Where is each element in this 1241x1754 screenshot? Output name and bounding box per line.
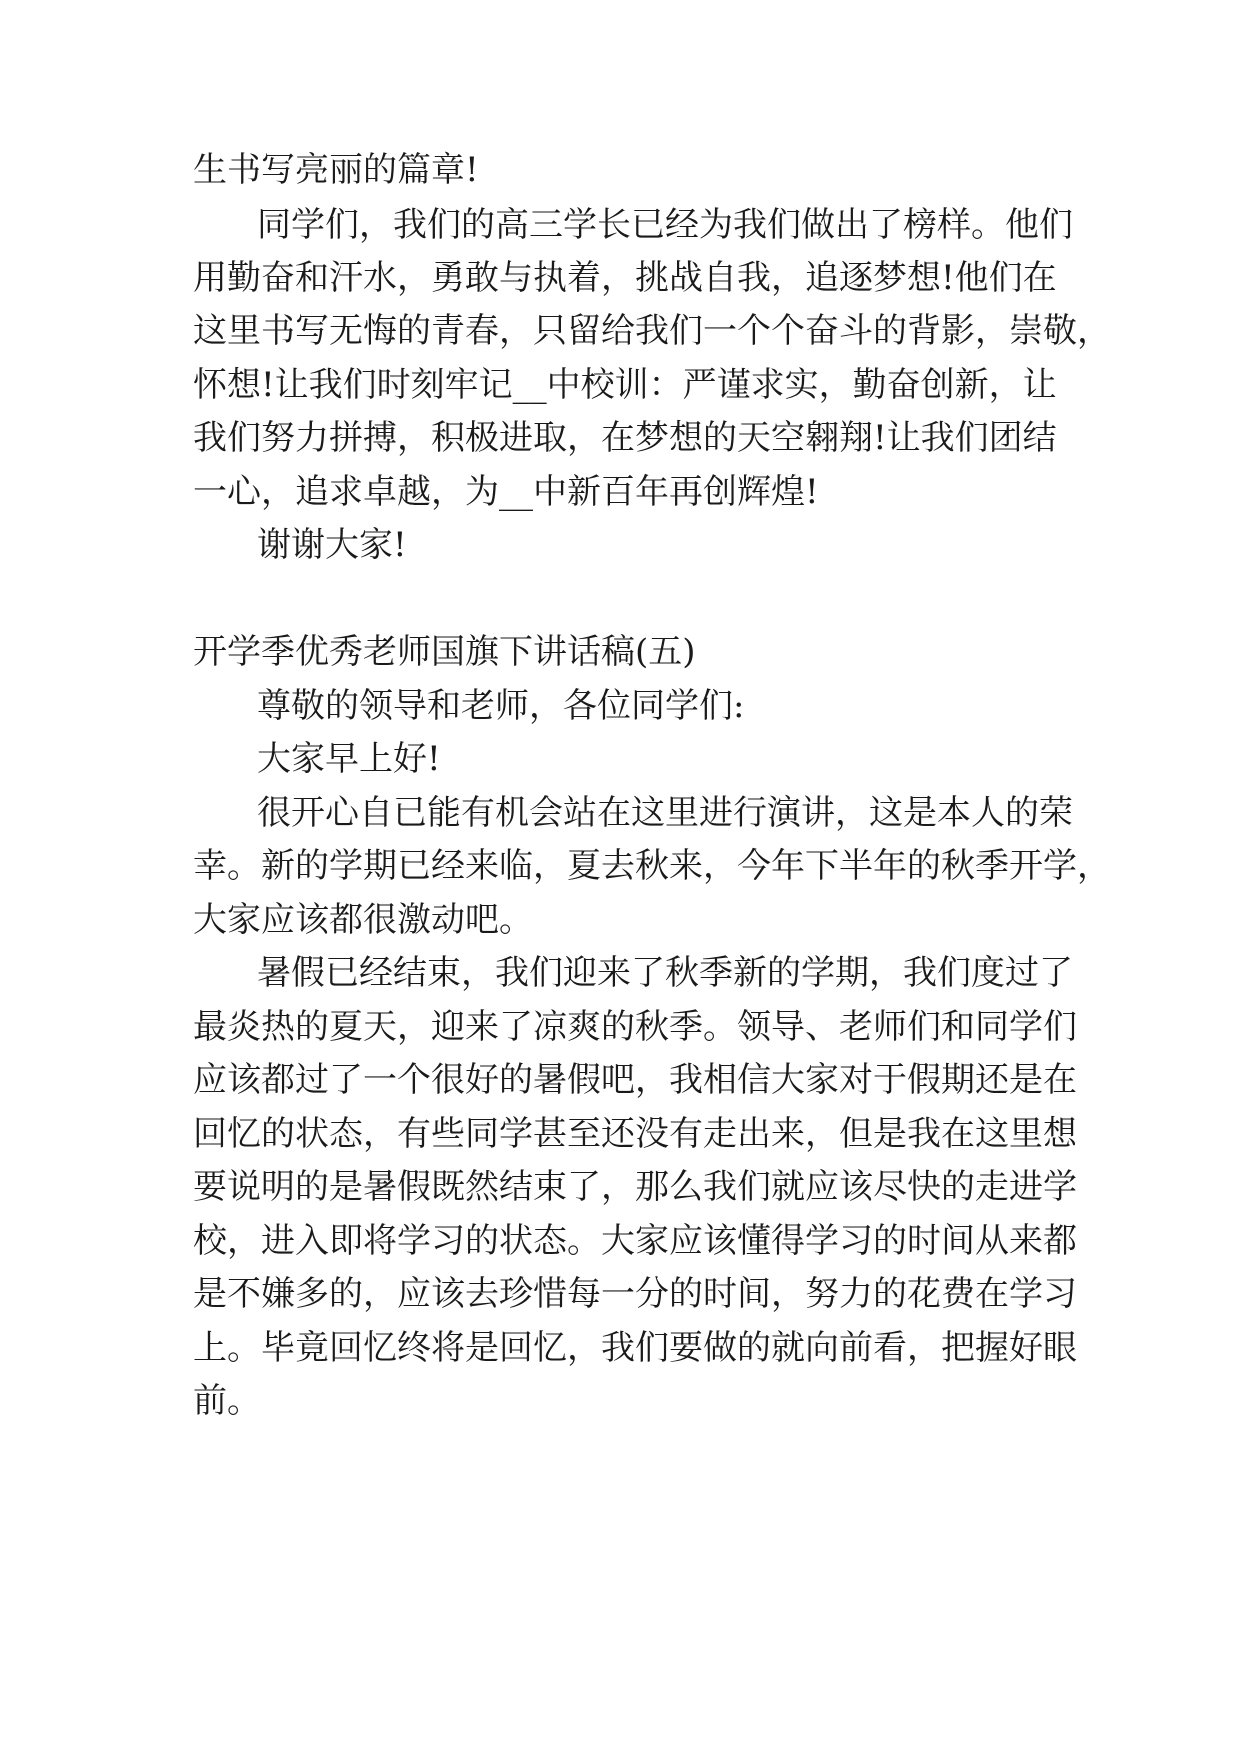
- text-line: 是不嫌多的，应该去珍惜每一分的时间，努力的花费在学习: [193, 1274, 1077, 1314]
- salutation: 尊敬的领导和老师，各位同学们:: [257, 686, 745, 726]
- text-line: 很开心自已能有机会站在这里进行演讲，这是本人的荣: [257, 793, 1073, 833]
- text-line: 要说明的是暑假既然结束了，那么我们就应该尽快的走进学: [193, 1167, 1077, 1207]
- section-title: 开学季优秀老师国旗下讲话稿(五): [193, 632, 696, 672]
- text-line: 用勤奋和汗水，勇敢与执着，挑战自我，追逐梦想!他们在: [193, 258, 1057, 298]
- text-line: 暑假已经结束，我们迎来了秋季新的学期，我们度过了: [257, 953, 1073, 993]
- text-line: 这里书写无悔的青春，只留给我们一个个奋斗的背影，崇敬，: [193, 311, 1111, 351]
- text-line: 幸。新的学期已经来临，夏去秋来，今年下半年的秋季开学，: [193, 846, 1111, 886]
- text-line: 回忆的状态，有些同学甚至还没有走出来，但是我在这里想: [193, 1114, 1077, 1154]
- text-line: 应该都过了一个很好的暑假吧，我相信大家对于假期还是在: [193, 1060, 1077, 1100]
- text-line: 我们努力拼搏，积极进取，在梦想的天空翱翔!让我们团结: [193, 418, 1057, 458]
- text-line: 同学们，我们的高三学长已经为我们做出了榜样。他们: [257, 205, 1073, 245]
- text-line: 前。: [193, 1381, 261, 1421]
- text-line: 谢谢大家!: [257, 525, 407, 565]
- greeting: 大家早上好!: [257, 739, 441, 779]
- text-line: 大家应该都很激动吧。: [193, 900, 533, 940]
- text-line: 校，进入即将学习的状态。大家应该懂得学习的时间从来都: [193, 1221, 1077, 1261]
- text-line: 生书写亮丽的篇章!: [193, 150, 479, 190]
- text-line: 最炎热的夏天，迎来了凉爽的秋季。领导、老师们和同学们: [193, 1007, 1077, 1047]
- text-line: 上。毕竟回忆终将是回忆，我们要做的就向前看，把握好眼: [193, 1328, 1077, 1368]
- text-line: 一心，追求卓越，为__中新百年再创辉煌!: [193, 472, 819, 512]
- text-line: 怀想!让我们时刻牢记__中校训：严谨求实，勤奋创新，让: [193, 365, 1057, 405]
